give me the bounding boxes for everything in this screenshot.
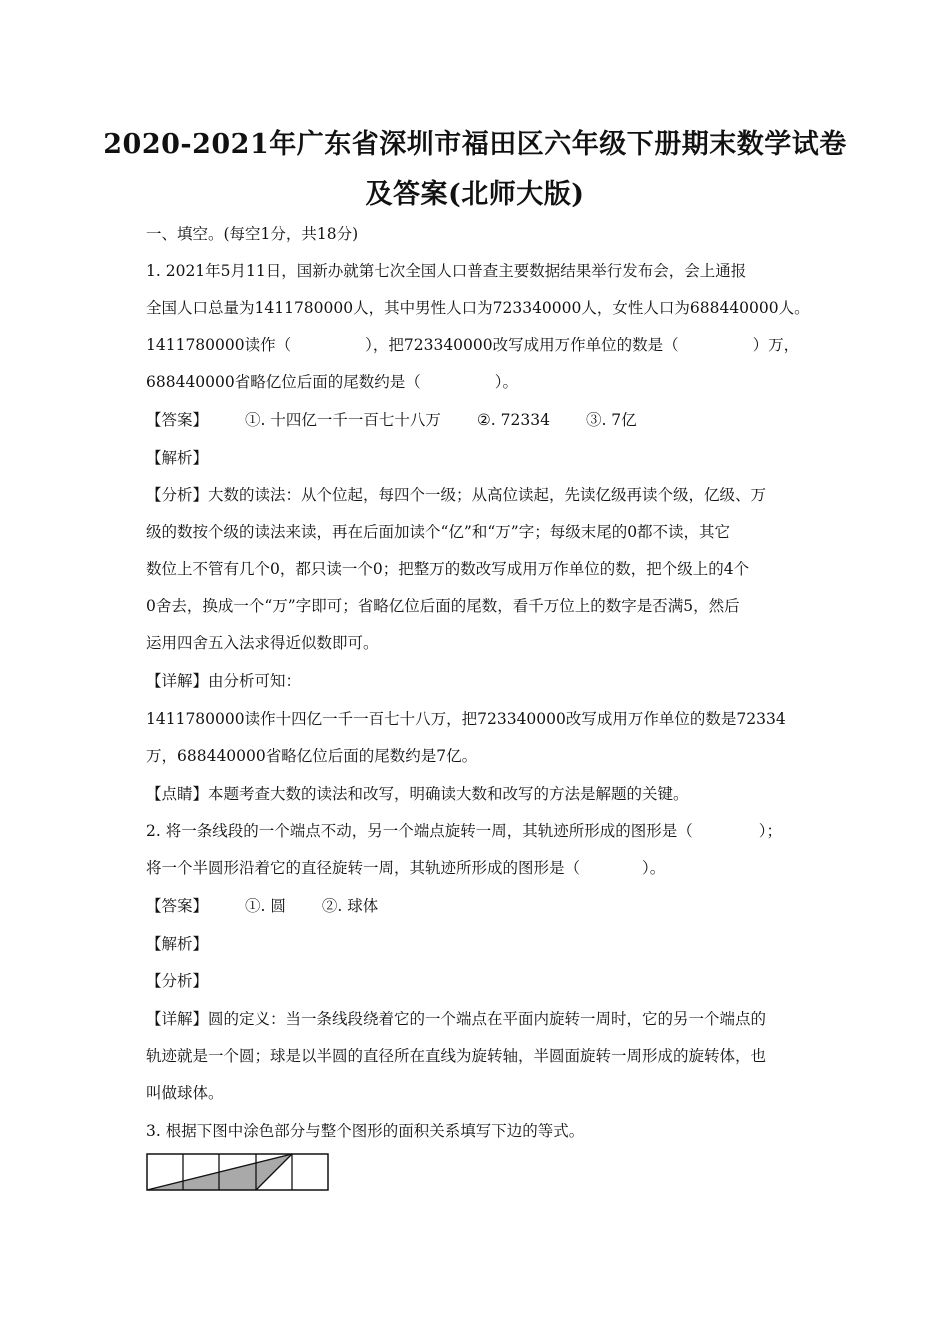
answer-label: 【答案】 (146, 897, 209, 915)
shaded-area-figure (146, 1153, 332, 1193)
answer-item: ①. 十四亿一千一百七十八万 (245, 411, 441, 429)
q1-text-line2: 全国人口总量为1411780000人，其中男性人口为723340000人，女性人口为688440000人。 (146, 299, 810, 317)
q2-answer (146, 896, 816, 916)
q2-text-line1 (146, 821, 816, 841)
section-header: 一、填空。(每空1分，共18分) (146, 225, 359, 243)
page-title-line1: 2020-2021年广东省深圳市福田区六年级下册期末数学试卷 (103, 129, 847, 160)
q1-fenxi-line3: 数位上不管有几个0，都只读一个0；把整万的数改写成用万作单位的数，把个级上的4个 (146, 560, 750, 578)
q1-text-line4 (146, 372, 816, 392)
jiexi-label: 【解析】 (146, 449, 209, 467)
fenxi-text: 大数的读法：从个位起，每四个一级；从高位读起，先读亿级再读个级，亿级、万 (208, 486, 767, 504)
q1-text3c: ）万， (752, 336, 800, 354)
q1-fenxi-line5: 运用四舍五入法求得近似数即可。 (146, 634, 379, 652)
answer-item: ②. 球体 (321, 897, 379, 915)
q1-xiangjie-line1 (146, 671, 816, 691)
q2-text-line2 (146, 858, 816, 878)
q1-text3a: 1411780000读作（ (146, 336, 292, 354)
q1-answer (146, 410, 816, 430)
q1-text3b: ），把723340000改写成用万作单位的数是（ (365, 336, 679, 354)
jiexi-label: 【解析】 (146, 935, 209, 953)
page-title-line2: 及答案(北师大版) (365, 179, 585, 210)
dianjing-text: 本题考查大数的读法和改写，明确读大数和改写的方法是解题的关键。 (208, 785, 689, 803)
answer-item: ③. 7亿 (585, 411, 637, 429)
q1-xiangjie-line3: 万，688440000省略亿位后面的尾数约是7亿。 (146, 747, 478, 765)
q1-fenxi-line2: 级的数按个级的读法来读，再在后面加读个“亿”和“万”字；每级末尾的0都不读，其它 (146, 523, 731, 541)
q2-text2b: ）。 (642, 859, 666, 877)
fenxi-label: 【分析】 (146, 486, 209, 504)
xiangjie-text: 圆的定义：当一条线段绕着它的一个端点在平面内旋转一周时，它的另一个端点的 (208, 1010, 767, 1028)
q1-fenxi-line4: 0舍去，换成一个“万”字即可；省略亿位后面的尾数，看千万位上的数字是否满5，然后 (146, 597, 740, 615)
q1-text4b: ）。 (494, 373, 519, 391)
answer-label: 【答案】 (146, 411, 209, 429)
xiangjie-label: 【详解】 (146, 672, 209, 690)
fenxi-label: 【分析】 (146, 972, 209, 990)
q2-text1a: 2. 将一条线段的一个端点不动，另一个端点旋转一周，其轨迹所形成的图形是（ (146, 822, 693, 840)
answer-item: ①. 圆 (245, 897, 286, 915)
q3-text: 3. 根据下图中涂色部分与整个图形的面积关系填写下边的等式。 (146, 1122, 585, 1140)
xiangjie-label: 【详解】 (146, 1010, 209, 1028)
q2-text2a: 将一个半圆形沿着它的直径旋转一周，其轨迹所形成的图形是（ (146, 859, 581, 877)
q1-fenxi-line1 (146, 485, 816, 505)
q1-text4a: 688440000省略亿位后面的尾数约是（ (146, 373, 421, 391)
xiangjie-text: 由分析可知： (208, 672, 302, 690)
q2-xiangjie-line2: 轨迹就是一个圆；球是以半圆的直径所在直线为旋转轴，半圆面旋转一周形成的旋转体，也 (146, 1047, 767, 1065)
dianjing-label: 【点睛】 (146, 785, 209, 803)
q2-xiangjie-line1 (146, 1009, 816, 1029)
q1-dianjing (146, 784, 816, 804)
answer-item: ②. 72334 (476, 411, 550, 429)
q1-text-line1: 1. 2021年5月11日，国新办就第七次全国人口普查主要数据结果举行发布会，会上通报 (146, 262, 747, 280)
q1-text-line3 (146, 335, 816, 355)
q1-xiangjie-line2: 1411780000读作十四亿一千一百七十八万，把723340000改写成用万作单位的数是72334 (146, 710, 786, 728)
q2-text1b: ）； (758, 822, 782, 840)
q2-xiangjie-line3: 叫做球体。 (146, 1084, 224, 1102)
